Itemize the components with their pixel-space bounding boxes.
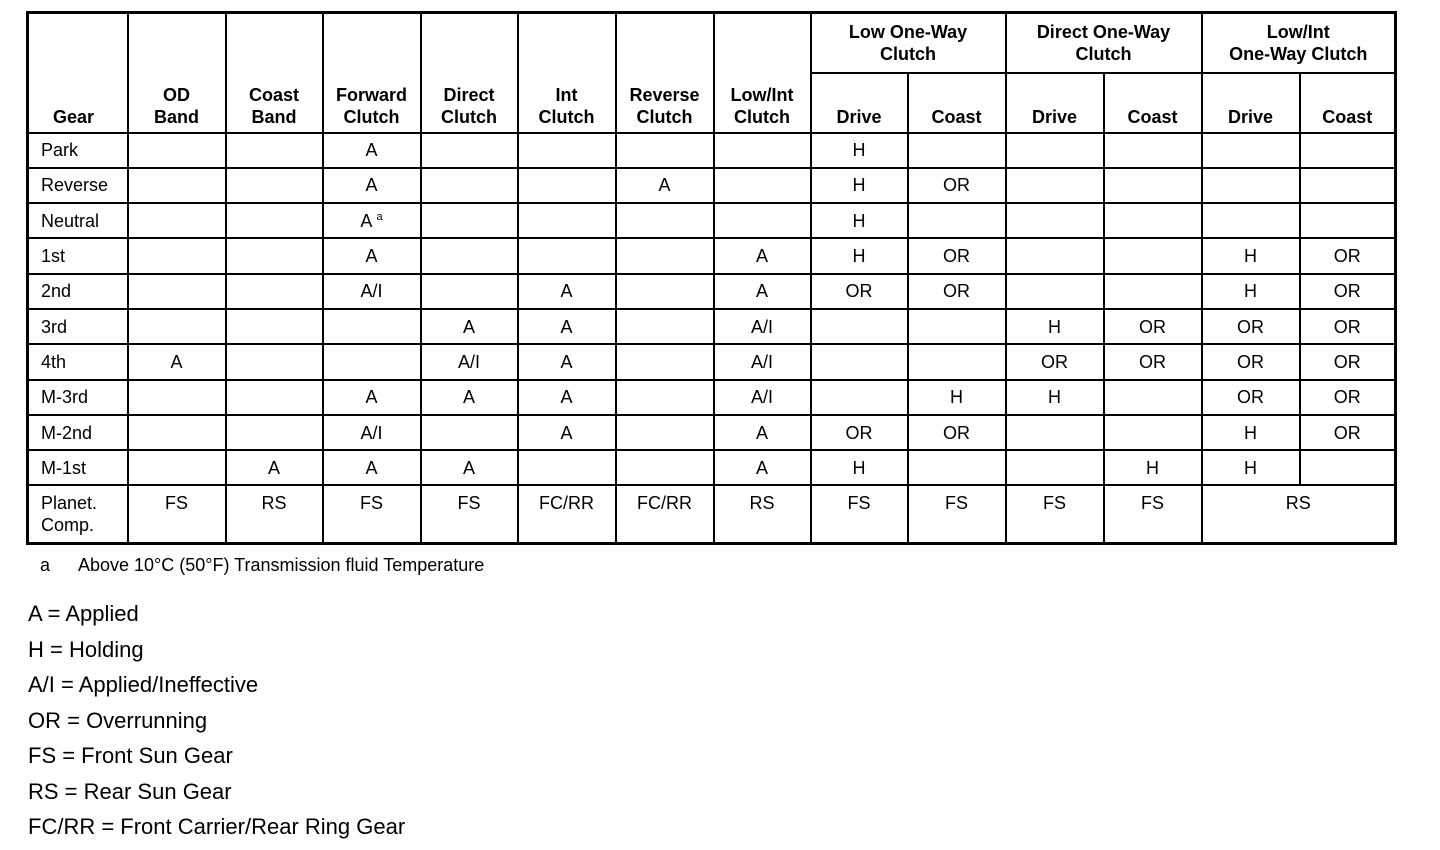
legend-item: RS = Rear Sun Gear <box>28 778 232 804</box>
table-cell <box>128 344 226 379</box>
table-row <box>28 380 1396 415</box>
table-cell <box>1006 415 1104 450</box>
table-cell <box>323 450 421 485</box>
table-cell <box>1104 380 1202 415</box>
table-cell <box>421 380 518 415</box>
header-line: Clutch <box>636 106 693 127</box>
column-header-od-band <box>128 13 226 133</box>
table-cell <box>323 168 421 203</box>
cell-value: OR <box>1139 316 1166 337</box>
table-cell <box>421 133 518 168</box>
table-cell <box>1006 133 1104 168</box>
cell-value: A <box>365 246 378 267</box>
header-line: One-Way Clutch <box>1229 43 1368 64</box>
cell-value: OR <box>943 422 970 443</box>
table-cell <box>128 203 226 238</box>
cell-value: A <box>560 387 573 408</box>
table-cell <box>811 309 908 344</box>
cell-value: A <box>560 422 573 443</box>
cell-value: A <box>755 422 768 443</box>
table-cell <box>128 133 226 168</box>
footnote-mark: a <box>40 555 51 575</box>
header-line: Comp. <box>41 515 95 536</box>
table-cell <box>323 274 421 309</box>
table-cell <box>128 309 226 344</box>
table-cell <box>811 380 908 415</box>
table-cell <box>1202 344 1300 379</box>
planet-cell: FS <box>1104 485 1202 543</box>
table-cell <box>1300 133 1396 168</box>
table-cell <box>518 309 616 344</box>
cell-value: A/I <box>750 351 773 372</box>
table-cell <box>518 238 616 273</box>
cell-value: A/I <box>360 422 383 443</box>
cell-value: H <box>1048 387 1061 408</box>
cell-value: H <box>1244 281 1257 302</box>
cell-value: A <box>755 246 768 267</box>
table-cell <box>908 380 1006 415</box>
table-cell <box>421 168 518 203</box>
table-cell <box>811 344 908 379</box>
table-cell <box>908 309 1006 344</box>
cell-value: A/I <box>750 316 773 337</box>
table-cell <box>1300 203 1396 238</box>
cell-value: A <box>360 210 373 231</box>
planet-cell: RS <box>714 485 811 543</box>
cell-value: OR <box>845 281 873 302</box>
column-header-forward-clutch <box>323 13 421 133</box>
table-cell <box>908 203 1006 238</box>
cell-value: OR <box>943 175 970 196</box>
table-cell <box>128 168 226 203</box>
table-cell <box>811 274 908 309</box>
cell-value: A <box>755 457 768 478</box>
table-cell <box>226 450 323 485</box>
header-line: Clutch <box>441 106 497 127</box>
table-row <box>28 415 1396 450</box>
cell-value: OR <box>1237 351 1264 372</box>
footnote-marker: a <box>376 210 383 223</box>
table-cell <box>226 415 323 450</box>
cell-value: OR <box>1333 316 1361 337</box>
header-line: OD <box>163 84 190 105</box>
table-cell <box>811 133 908 168</box>
table-cell <box>1006 450 1104 485</box>
table-cell <box>421 274 518 309</box>
table-cell <box>616 133 714 168</box>
cell-value: A/I <box>457 351 480 372</box>
table-cell <box>616 415 714 450</box>
table-cell <box>1202 450 1300 485</box>
table-cell <box>1202 415 1300 450</box>
table-cell <box>226 238 323 273</box>
table-cell <box>616 238 714 273</box>
table-cell <box>518 168 616 203</box>
legend-item: FC/RR = Front Carrier/Rear Ring Gear <box>28 814 406 839</box>
group-header-low-int-one-way <box>1202 13 1396 73</box>
planet-row-label <box>28 485 128 543</box>
table-cell <box>1006 344 1104 379</box>
header-line: Low/Int <box>1266 21 1330 42</box>
gear-label: Park <box>28 133 128 168</box>
cell-value: A <box>755 281 768 302</box>
table-cell <box>323 133 421 168</box>
header-line: Band <box>251 106 297 127</box>
table-cell <box>1104 309 1202 344</box>
table-cell <box>128 274 226 309</box>
table-cell <box>1104 450 1202 485</box>
planet-cell: FC/RR <box>616 485 714 543</box>
cell-value: A <box>658 175 671 196</box>
cell-value: A <box>170 351 183 372</box>
table-cell <box>714 133 811 168</box>
table-cell <box>421 203 518 238</box>
table-cell <box>1202 133 1300 168</box>
table-cell <box>518 203 616 238</box>
table-cell <box>323 380 421 415</box>
cell-value: OR <box>1041 351 1068 372</box>
cell-value: H <box>1146 457 1159 478</box>
table-cell <box>226 344 323 379</box>
column-header-int-clutch <box>518 13 616 133</box>
table-cell <box>908 344 1006 379</box>
cell-value: H <box>1244 422 1257 443</box>
subheader-coast: Coast <box>1104 73 1202 133</box>
gear-label: M-1st <box>28 450 128 485</box>
cell-value: H <box>1244 246 1257 267</box>
gear-label: 4th <box>28 344 128 379</box>
cell-value: OR <box>1333 246 1361 267</box>
header-line: Low/Int <box>730 84 794 105</box>
column-header-low-int-clutch <box>714 13 811 133</box>
legend-item: FS = Front Sun Gear <box>28 743 233 768</box>
table-cell <box>714 238 811 273</box>
cell-value: A <box>365 175 378 196</box>
chart-body <box>28 133 1396 544</box>
gear-label: Neutral <box>28 203 128 238</box>
table-cell <box>1104 344 1202 379</box>
planet-cell: FS <box>908 485 1006 543</box>
cell-value: A/I <box>360 281 383 302</box>
table-cell <box>1202 203 1300 238</box>
table-cell <box>714 450 811 485</box>
cell-value: OR <box>943 281 970 302</box>
cell-value: OR <box>1139 351 1166 372</box>
table-cell <box>518 133 616 168</box>
cell-value: H <box>1244 457 1257 478</box>
footnote-text: Above 10°C (50°F) Transmission fluid Temperature <box>78 555 485 575</box>
gear-application-chart <box>26 11 1397 545</box>
header-line: Reverse <box>629 84 700 105</box>
table-cell <box>128 238 226 273</box>
table-cell <box>128 415 226 450</box>
cell-value: OR <box>1237 387 1264 408</box>
gear-label: Reverse <box>28 168 128 203</box>
table-cell <box>323 344 421 379</box>
gear-column-header: Gear <box>28 13 128 133</box>
header-line: Direct One-Way <box>1036 21 1171 42</box>
table-cell <box>714 309 811 344</box>
table-cell <box>616 344 714 379</box>
cell-value: H <box>852 457 866 478</box>
cell-value: H <box>852 210 866 231</box>
table-cell <box>226 380 323 415</box>
cell-value: OR <box>845 422 873 443</box>
subheader-coast: Coast <box>908 73 1006 133</box>
table-cell <box>1006 309 1104 344</box>
table-row <box>28 133 1396 168</box>
gear-label: 2nd <box>28 274 128 309</box>
table-cell <box>1006 203 1104 238</box>
table-cell <box>1104 238 1202 273</box>
cell-value: H <box>852 175 866 196</box>
table-cell <box>128 450 226 485</box>
planet-cell: FC/RR <box>518 485 616 543</box>
subheader-coast: Coast <box>1300 73 1396 133</box>
cell-value: H <box>1048 316 1061 337</box>
cell-value: A <box>462 457 475 478</box>
subheader-drive: Drive <box>1006 73 1104 133</box>
cell-value: A <box>267 457 280 478</box>
subheader-drive: Drive <box>1202 73 1300 133</box>
table-cell <box>616 380 714 415</box>
table-cell <box>421 309 518 344</box>
table-cell <box>226 309 323 344</box>
header-line: Clutch <box>880 43 936 64</box>
gear-label: M-3rd <box>28 380 128 415</box>
table-cell <box>714 274 811 309</box>
header-line: Clutch <box>1075 43 1132 64</box>
table-cell <box>1300 380 1396 415</box>
table-cell <box>1300 415 1396 450</box>
header-line: Clutch <box>343 106 400 127</box>
table-cell <box>616 168 714 203</box>
column-header-reverse-clutch <box>616 13 714 133</box>
column-header-direct-clutch <box>421 13 518 133</box>
table-cell <box>1104 168 1202 203</box>
table-cell <box>1300 450 1396 485</box>
table-cell <box>908 415 1006 450</box>
planet-component-row <box>28 485 1396 543</box>
cell-value: A <box>560 316 573 337</box>
table-cell <box>616 309 714 344</box>
table-row <box>28 274 1396 309</box>
table-cell <box>1104 274 1202 309</box>
table-cell <box>226 168 323 203</box>
table-row <box>28 168 1396 203</box>
header-line: Planet. <box>41 493 98 514</box>
cell-value: A <box>365 140 378 161</box>
header-line: Int <box>555 84 578 105</box>
gear-label: 3rd <box>28 309 128 344</box>
table-cell <box>323 415 421 450</box>
cell-value: H <box>852 246 866 267</box>
table-cell <box>1202 380 1300 415</box>
cell-value: A <box>560 351 573 372</box>
legend-item: OR = Overrunning <box>28 707 208 733</box>
table-cell <box>421 344 518 379</box>
table-cell <box>1202 238 1300 273</box>
table-cell <box>714 415 811 450</box>
table-cell <box>323 309 421 344</box>
table-cell <box>811 203 908 238</box>
header-line: Coast <box>248 84 299 105</box>
planet-cell: RS <box>226 485 323 543</box>
cell-value: H <box>852 140 866 161</box>
header-line: Direct <box>443 84 495 105</box>
cell-value: A <box>365 457 378 478</box>
planet-cell: FS <box>128 485 226 543</box>
table-cell <box>811 415 908 450</box>
table-cell <box>518 450 616 485</box>
table-cell <box>323 203 421 238</box>
footnote <box>40 555 484 576</box>
table-row <box>28 238 1396 273</box>
cell-value: A <box>365 387 378 408</box>
table-cell <box>908 238 1006 273</box>
group-header-direct-one-way <box>1006 13 1202 73</box>
table-cell <box>226 274 323 309</box>
table-row <box>28 203 1396 238</box>
table-cell <box>908 450 1006 485</box>
table-cell <box>811 168 908 203</box>
cell-value: A <box>462 316 475 337</box>
planet-cell: FS <box>811 485 908 543</box>
table-row <box>28 344 1396 379</box>
legend-item: A/I = Applied/Ineffective <box>28 672 259 697</box>
header-line: Forward <box>335 84 407 105</box>
planet-cell: FS <box>323 485 421 543</box>
cell-value: A/I <box>750 387 773 408</box>
table-cell <box>421 415 518 450</box>
table-cell <box>128 380 226 415</box>
header-line: Low One-Way <box>848 21 968 42</box>
planet-cell: FS <box>421 485 518 543</box>
cell-value: A <box>462 387 475 408</box>
chart-header <box>28 13 1396 133</box>
table-cell <box>1202 274 1300 309</box>
subheader-drive: Drive <box>811 73 908 133</box>
legend-item: H = Holding <box>28 636 144 662</box>
table-cell <box>1104 203 1202 238</box>
table-cell <box>908 168 1006 203</box>
table-cell <box>908 133 1006 168</box>
table-cell <box>1006 380 1104 415</box>
table-cell <box>1300 238 1396 273</box>
legend <box>28 596 405 845</box>
cell-value: OR <box>943 246 970 267</box>
table-cell <box>1202 309 1300 344</box>
table-cell <box>714 380 811 415</box>
table-cell <box>1300 274 1396 309</box>
cell-value: OR <box>1333 422 1361 443</box>
table-cell <box>1006 168 1104 203</box>
header-line: Clutch <box>734 106 790 127</box>
table-cell <box>518 274 616 309</box>
table-cell <box>1104 133 1202 168</box>
table-cell <box>421 238 518 273</box>
table-cell <box>226 133 323 168</box>
table-cell <box>1104 415 1202 450</box>
table-cell <box>714 344 811 379</box>
table-cell <box>811 238 908 273</box>
table-row <box>28 450 1396 485</box>
group-header-low-one-way <box>811 13 1006 73</box>
table-cell <box>518 380 616 415</box>
table-cell <box>518 344 616 379</box>
table-cell <box>518 415 616 450</box>
cell-value: OR <box>1333 281 1361 302</box>
gear-label: M-2nd <box>28 415 128 450</box>
table-cell <box>616 274 714 309</box>
table-cell <box>323 238 421 273</box>
table-cell <box>811 450 908 485</box>
cell-value: OR <box>1333 387 1361 408</box>
legend-item: A = Applied <box>28 601 139 626</box>
table-cell <box>616 203 714 238</box>
cell-value: OR <box>1237 316 1264 337</box>
table-cell <box>1300 344 1396 379</box>
table-cell <box>1300 309 1396 344</box>
cell-value: OR <box>1333 351 1361 372</box>
table-cell <box>908 274 1006 309</box>
cell-value: H <box>950 387 963 408</box>
header-line: Band <box>154 106 199 127</box>
header-line: Clutch <box>538 106 595 127</box>
table-cell <box>1006 238 1104 273</box>
table-cell <box>421 450 518 485</box>
table-cell <box>1202 168 1300 203</box>
cell-value: A <box>560 281 573 302</box>
table-cell <box>616 450 714 485</box>
table-row <box>28 309 1396 344</box>
planet-cell: FS <box>1006 485 1104 543</box>
table-cell <box>1300 168 1396 203</box>
planet-cell-merged: RS <box>1202 485 1396 543</box>
table-cell <box>1006 274 1104 309</box>
table-cell <box>226 203 323 238</box>
column-header-coast-band <box>226 13 323 133</box>
table-cell <box>714 203 811 238</box>
gear-label: 1st <box>28 238 128 273</box>
table-cell <box>714 168 811 203</box>
